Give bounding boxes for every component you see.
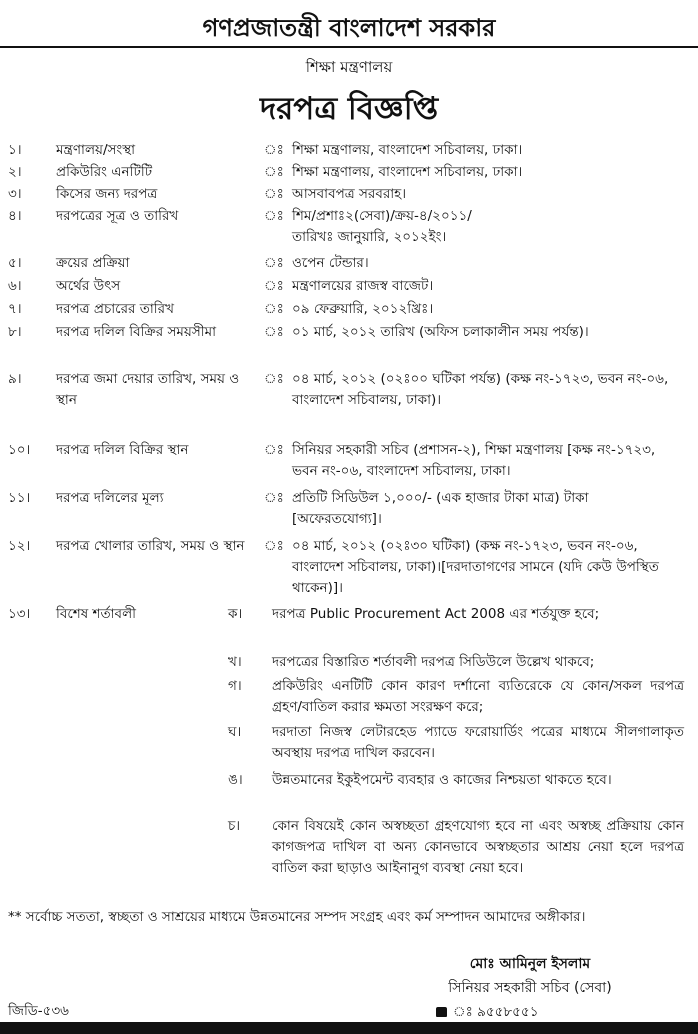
row-number: ৩। <box>8 186 22 202</box>
row-value: শিক্ষা মন্ত্রণালয়, বাংলাদেশ সচিবালয়, ঢাকা। <box>292 164 523 180</box>
row-number: ১০। <box>8 442 31 458</box>
notice-title: দরপত্র বিজ্ঞপ্তি <box>259 91 439 127</box>
row-label: দরপত্র প্রচারের তারিখ <box>56 301 174 317</box>
clause-text: দরপত্র Public Procurement Act 2008 এর শর্তযুক্ত হবে; <box>272 606 600 622</box>
row-colon: ঃ <box>264 278 284 294</box>
row-value: আসবাবপত্র সরবরাহ। <box>292 186 407 202</box>
row-value: ০৪ মার্চ, ২০১২ (০২ঃ০০ ঘটিকা পর্যন্ত) (কক্ষ নং-১৭২৩, ভবন নং-০৬, বাংলাদেশ সচিবালয়, ঢাকা)। <box>292 371 669 408</box>
row-label: অর্থের উৎস <box>56 278 121 294</box>
row-number: ১৩। <box>8 606 31 622</box>
row-label: দরপত্র দলিল বিক্রির স্থান <box>56 442 189 458</box>
row-label: মন্ত্রণালয়/সংস্থা <box>56 142 136 158</box>
row-value: ০৪ মার্চ, ২০১২ (০২ঃ৩০ ঘটিকা) (কক্ষ নং-১৭২৩, ভবন নং-০৬, বাংলাদেশ সচিবালয়, ঢাকা)।[দরদাতাগণের সামনে (যদি কেউ উপস্থিত থাকেন)]। <box>292 538 659 596</box>
row-colon: ঃ <box>264 442 284 458</box>
row-colon: ঃ <box>264 490 284 506</box>
clause-key: খ। <box>228 654 242 670</box>
row-colon: ঃ <box>264 255 284 271</box>
row-colon: ঃ <box>264 324 284 340</box>
row-label: দরপত্র খোলার তারিখ, সময় ও স্থান <box>56 538 245 554</box>
row-label: বিশেষ শর্তাবলী <box>56 606 136 622</box>
row-colon: ঃ <box>264 301 284 317</box>
row-number: ৫। <box>8 255 22 271</box>
row-value: শিক্ষা মন্ত্রণালয়, বাংলাদেশ সচিবালয়, ঢাকা। <box>292 142 523 158</box>
clause-key: ঙ। <box>228 772 243 788</box>
row-number: ১। <box>8 142 22 158</box>
clause-key: চ। <box>228 818 241 834</box>
clause-text: কোন বিষয়েই কোন অস্বচ্ছতা গ্রহণযোগ্য হবে না এবং অস্বচ্ছ প্রক্রিয়ায় কোন কাগজপত্র দাখিল বা অন্য কোনভাবে অস্বচ্ছতার আশ্রয় নেয়া হলে দরপত্র বাতিল করা ছাড়াও আইনানুগ ব্যবস্থা নেয়া হবে। <box>272 818 684 876</box>
row-number: ১২। <box>8 538 31 554</box>
row-label: কিসের জন্য দরপত্র <box>56 186 158 202</box>
row-colon: ঃ <box>264 208 284 224</box>
row-label: দরপত্র দলিল বিক্রির সময়সীমা <box>56 324 217 340</box>
reference-number: শিম/প্রশাঃ২(সেবা)/ক্রয়-৪/২০১১/ <box>292 208 472 224</box>
row-value: মন্ত্রণালয়ের রাজস্ব বাজেট। <box>292 278 434 294</box>
bottom-border <box>0 1022 698 1034</box>
header-divider <box>0 46 698 48</box>
clause-text: উন্নতমানের ইকুইপমেন্ট ব্যবহার ও কাজের নিশ্চয়তা থাকতে হবে। <box>272 772 612 788</box>
signatory-designation: সিনিয়র সহকারী সচিব (সেবা) <box>448 980 612 996</box>
row-label: দরপত্র জমা দেয়ার তারিখ, সময় ও স্থান <box>56 371 240 408</box>
government-title: গণপ্রজাতন্ত্রী বাংলাদেশ সরকার <box>202 14 496 42</box>
row-number: ৬। <box>8 278 22 294</box>
row-number: ৭। <box>8 301 22 317</box>
row-label: প্রকিউরিং এনটিটি <box>56 164 153 180</box>
clause-key: গ। <box>228 678 242 694</box>
row-number: ৯। <box>8 371 22 387</box>
commitment-note: ** সর্বোচ্চ সততা, স্বচ্ছতা ও সাশ্রয়ের মাধ্যমে উন্নতমানের সম্পদ সংগ্রহ এবং কর্ম সম্পাদন আমাদের অঙ্গীকার। <box>8 909 586 925</box>
row-value <box>292 206 682 248</box>
telephone-icon <box>436 1007 447 1017</box>
row-value: ০১ মার্চ, ২০১২ তারিখ (অফিস চলাকালীন সময় পর্যন্ত)। <box>292 324 589 340</box>
signatory-name: মোঃ আমিনুল ইসলাম <box>469 956 591 972</box>
row-colon: ঃ <box>264 538 284 554</box>
row-colon: ঃ <box>264 142 284 158</box>
row-label: ক্রয়ের প্রক্রিয়া <box>56 255 130 271</box>
clause-text: দরপত্রের বিস্তারিত শর্তাবলী দরপত্র সিডিউলে উল্লেখ থাকবে; <box>272 654 595 670</box>
phone-number: ঃ ৯৫৫৮৫৫১ <box>453 1004 539 1020</box>
ministry-name: শিক্ষা মন্ত্রণালয় <box>305 58 393 76</box>
row-colon: ঃ <box>264 186 284 202</box>
gd-code: জিডি-৫৩৬ <box>8 1003 69 1019</box>
row-number: ৪। <box>8 208 22 224</box>
row-label: দরপত্রের সূত্র ও তারিখ <box>56 208 179 224</box>
clause-key: ঘ। <box>228 724 242 740</box>
reference-date: তারিখঃ জানুয়ারি, ২০১২ইং। <box>292 229 447 245</box>
row-value: ওপেন টেন্ডার। <box>292 255 369 271</box>
row-number: ২। <box>8 164 22 180</box>
row-number: ৮। <box>8 324 22 340</box>
row-label: দরপত্র দলিলের মূল্য <box>56 490 164 506</box>
clause-text: প্রকিউরিং এনটিটি কোন কারণ দর্শানো ব্যতিরেকে যে কোন/সকল দরপত্র গ্রহণ/বাতিল করার ক্ষমতা সংরক্ষণ করে; <box>272 678 684 715</box>
row-number: ১১। <box>8 490 31 506</box>
phone-line <box>436 1001 538 1024</box>
row-value: ০৯ ফেব্রুয়ারি, ২০১২খ্রিঃ। <box>292 301 434 317</box>
clause-key: ক। <box>228 606 243 622</box>
row-colon: ঃ <box>264 164 284 180</box>
row-colon: ঃ <box>264 371 284 387</box>
row-value: প্রতিটি সিডিউল ১,০০০/- (এক হাজার টাকা মাত্র) টাকা [অফেরতযোগ্য]। <box>292 490 589 527</box>
row-value: সিনিয়র সহকারী সচিব (প্রশাসন-২), শিক্ষা মন্ত্রণালয় [কক্ষ নং-১৭২৩, ভবন নং-০৬, বাংলাদেশ সচিবালয়, ঢাকা। <box>292 442 656 479</box>
clause-text: দরদাতা নিজস্ব লেটারহেড প্যাডে ফরোয়ার্ডিং পত্রের মাধ্যমে সীলগালাকৃত অবস্থায় দরপত্র দাখিল করবেন। <box>272 724 684 761</box>
